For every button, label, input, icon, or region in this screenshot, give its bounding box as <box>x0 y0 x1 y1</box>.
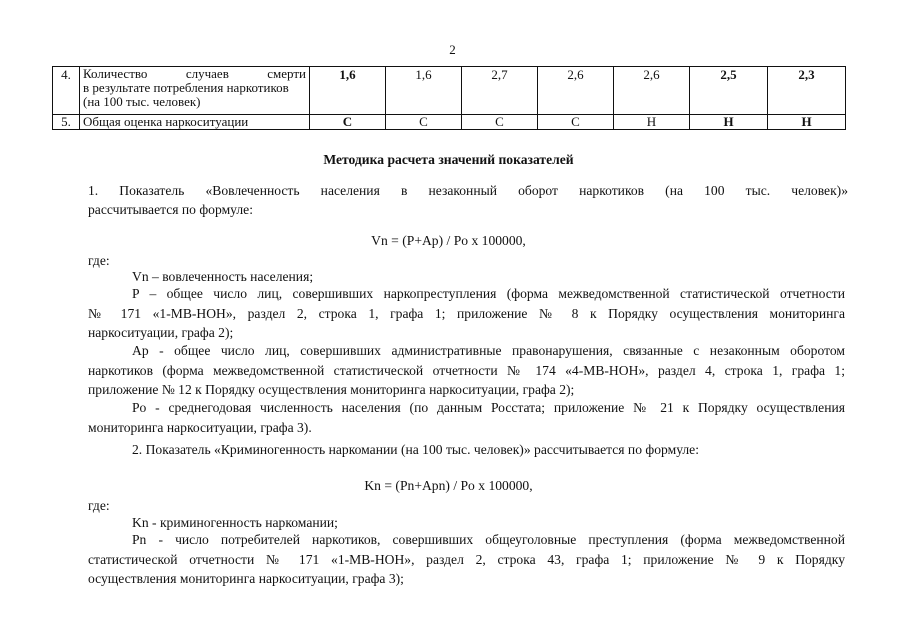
indicator-name: Общая оценка наркоситуации <box>80 115 310 130</box>
definition-ap <box>88 341 845 400</box>
value-cell: Н <box>768 115 846 130</box>
indicator-line: в результате потребления наркотиков <box>83 80 289 95</box>
paragraph-1 <box>88 181 848 201</box>
text-line: Pn - число потребителей наркотиков, совершивших общеуголовные преступления (форма межведомственной <box>132 532 845 547</box>
definition-p <box>88 284 845 343</box>
indicator-table <box>52 66 846 130</box>
row-number: 4. <box>53 67 80 115</box>
indicator-line: (на 100 тыс. человек) <box>83 94 201 109</box>
text-line: статистической отчетности № 171 «1-МВ-НОН», раздел 2, строка 43, графа 1; приложение № 9 к Порядку <box>88 551 845 567</box>
indicator-name <box>80 67 310 115</box>
value-cell: С <box>462 115 538 130</box>
text-line: № 171 «1-МВ-НОН», раздел 2, строка 1, графа 1; приложение № 8 к Порядку осуществления мониторинга <box>88 305 845 321</box>
text-line: наркотиков (форма межведомственной статистической отчетности № 174 «4-МВ-НОН», раздел 4, строка 1, графа 1; <box>88 362 845 378</box>
section-title: Методика расчета значений показателей <box>323 152 574 167</box>
definition-pn <box>88 530 845 589</box>
value-cell: 2,7 <box>462 67 538 115</box>
value-cell: 1,6 <box>386 67 462 115</box>
value-cell: С <box>386 115 462 130</box>
value-cell: Н <box>690 115 768 130</box>
table-row <box>53 67 846 115</box>
table-row <box>53 115 846 130</box>
value-cell: Н <box>614 115 690 130</box>
paragraph-2: 2. Показатель «Криминогенность наркомании (на 100 тыс. человек)» рассчитывается по формуле: <box>132 442 699 457</box>
formula-kn: Kn = (Pn+Apn) / Po x 100000, <box>364 478 533 493</box>
value-cell: 2,6 <box>614 67 690 115</box>
text-line: наркоситуации, графа 2); <box>88 325 234 340</box>
text-line: Ap - общее число лиц, совершивших административные правонарушения, связанные с незаконным оборотом <box>132 343 845 358</box>
value-cell: 2,6 <box>538 67 614 115</box>
value-cell: С <box>538 115 614 130</box>
paragraph-1-cont: рассчитывается по формуле: <box>88 202 253 217</box>
where-label: где: <box>88 498 110 513</box>
row-number: 5. <box>53 115 80 130</box>
indicator-line: Количество случаев смерти <box>83 66 306 81</box>
formula-vn: Vn = (P+Ap) / Po x 100000, <box>371 233 526 248</box>
text-line: Po - среднегодовая численность населения (по данным Росстата; приложение № 21 к Порядку осуществления <box>132 400 845 415</box>
text-line: P – общее число лиц, совершивших наркопреступления (форма межведомственной статистической отчетности <box>132 286 845 301</box>
definition-kn: Kn - криминогенность наркомании; <box>132 515 338 530</box>
page-number: 2 <box>449 42 456 57</box>
value-cell: 2,5 <box>690 67 768 115</box>
value-cell: 1,6 <box>310 67 386 115</box>
definition-po <box>88 398 845 437</box>
value-cell: 2,3 <box>768 67 846 115</box>
text-line: мониторинга наркоситуации, графа 3). <box>88 419 312 435</box>
value-cell: С <box>310 115 386 130</box>
text-line: 1. Показатель «Вовлеченность населения в незаконный оборот наркотиков (на 100 тыс. человек)» <box>88 183 848 198</box>
text-line: приложение № 12 к Порядку осуществления мониторинга наркоситуации, графа 2); <box>88 382 575 397</box>
definition-vn: Vn – вовлеченность населения; <box>132 269 314 284</box>
where-label: где: <box>88 253 110 268</box>
text-line: осуществления мониторинга наркоситуации, графа 3); <box>88 571 404 586</box>
